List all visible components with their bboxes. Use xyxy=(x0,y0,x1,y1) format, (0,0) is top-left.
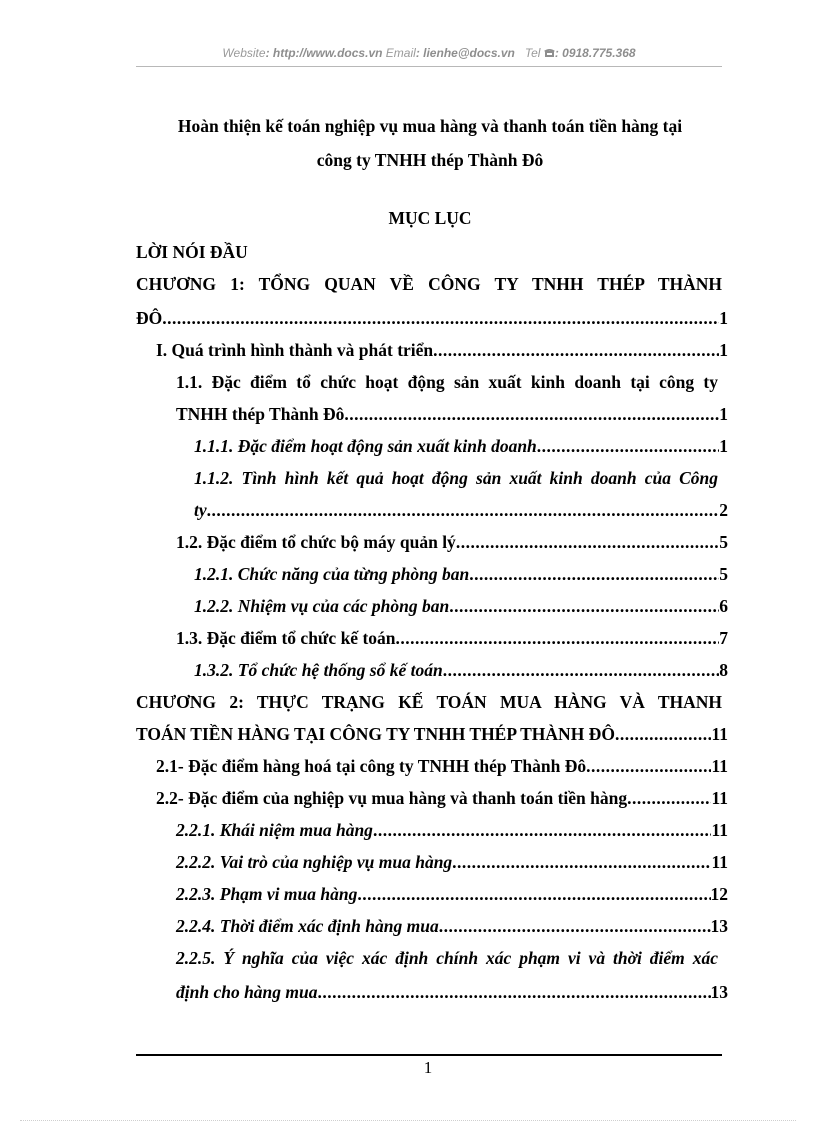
leader-dots xyxy=(615,722,712,746)
toc-entry-text: 1.1.1. Đặc điểm hoạt động sản xuất kinh doanh xyxy=(194,436,537,456)
leader-dots xyxy=(627,786,711,810)
leader-dots xyxy=(456,530,719,554)
leader-dots xyxy=(443,658,720,682)
toc-entry-text: I. Quá trình hình thành và phát triển xyxy=(156,340,434,360)
toc-section-1-1-entry[interactable] xyxy=(176,402,728,426)
toc-section-2-2-2[interactable] xyxy=(176,850,728,874)
toc-entry-text: 1.2. Đặc điểm tổ chức bộ máy quản lý xyxy=(176,532,456,552)
toc-entry-text: TNHH thép Thành Đô xyxy=(176,404,345,424)
toc-section-2-2-1[interactable] xyxy=(176,818,728,842)
toc-chapter1-entry[interactable] xyxy=(136,306,728,330)
page-header xyxy=(136,46,722,66)
website-label: Website xyxy=(222,46,266,60)
tel-label: Tel xyxy=(524,46,541,60)
leader-dots xyxy=(396,626,720,650)
leader-dots xyxy=(586,754,711,778)
email-label: Email xyxy=(385,46,416,60)
toc-section-1-1-2-line1[interactable]: 1.1.2. Tình hình kết quả hoạt động sản xuất kinh doanh của Công xyxy=(194,468,718,488)
leader-dots xyxy=(469,562,719,586)
toc-section-2-2-5-entry[interactable] xyxy=(176,980,728,1004)
document-title-line-2: công ty TNHH thép Thành Đô xyxy=(316,150,544,170)
toc-section-2-1[interactable] xyxy=(156,754,728,778)
toc-chapter1-line2: ĐÔ xyxy=(136,308,163,328)
toc-entry-text: 1.3.2. Tổ chức hệ thống sổ kế toán xyxy=(194,660,443,680)
toc-heading: MỤC LỤC xyxy=(388,208,472,228)
toc-page-number: 6 xyxy=(719,596,728,616)
leader-dots xyxy=(433,338,719,362)
toc-page-number: 1 xyxy=(719,436,728,456)
toc-entry-text: 1.2.2. Nhiệm vụ của các phòng ban xyxy=(194,596,450,616)
leader-dots xyxy=(373,818,712,842)
toc-entry-text: TOÁN TIỀN HÀNG TẠI CÔNG TY TNHH THÉP THÀNH ĐÔ xyxy=(136,724,615,744)
toc-entry-text: định cho hàng mua xyxy=(176,982,318,1002)
page-number: 1 xyxy=(423,1058,433,1077)
toc-entry-text: 1.2.1. Chức năng của từng phòng ban xyxy=(194,564,470,584)
leader-dots xyxy=(207,498,720,522)
toc-chapter2-line1[interactable]: CHƯƠNG 2: THỰC TRẠNG KẾ TOÁN MUA HÀNG VÀ THANH xyxy=(136,692,722,712)
tel-value[interactable]: : 0918.775.368 xyxy=(554,46,636,60)
toc-chapter1-line1[interactable]: CHƯƠNG 1: TỔNG QUAN VỀ CÔNG TY TNHH THÉP THÀNH xyxy=(136,274,722,294)
leader-dots xyxy=(449,594,719,618)
toc-page-number: 8 xyxy=(719,660,728,680)
toc-page-number: 11 xyxy=(711,820,728,840)
toc-entry-text: 2.2.3. Phạm vi mua hàng xyxy=(176,884,358,904)
toc-page-number: 5 xyxy=(719,532,728,552)
toc-entry-text: 2.2- Đặc điểm của nghiệp vụ mua hàng và thanh toán tiền hàng xyxy=(156,788,628,808)
toc-section-1-2[interactable] xyxy=(176,530,728,554)
toc-page-number: 12 xyxy=(710,884,728,904)
toc-section-1-1-1[interactable] xyxy=(194,434,728,458)
toc-entry-text: 2.2.4. Thời điểm xác định hàng mua xyxy=(176,916,439,936)
toc-section-2-2-5-line1[interactable]: 2.2.5. Ý nghĩa của việc xác định chính xác phạm vi và thời điểm xác xyxy=(176,948,718,968)
toc-section-1-2-1[interactable] xyxy=(194,562,728,586)
leader-dots xyxy=(318,980,711,1004)
toc-section-2-2[interactable] xyxy=(156,786,728,810)
toc-page-number: 5 xyxy=(719,564,728,584)
toc-page-number: 7 xyxy=(719,628,728,648)
leader-dots xyxy=(344,402,719,426)
email-value[interactable]: : lienhe@docs.vn xyxy=(415,46,515,60)
toc-entry-text: 1.3. Đặc điểm tổ chức kế toán xyxy=(176,628,396,648)
toc-page-number: 11 xyxy=(711,724,728,744)
document-title-line-1: Hoàn thiện kế toán nghiệp vụ mua hàng và thanh toán tiền hàng tại xyxy=(177,116,683,136)
toc-section-1-3[interactable] xyxy=(176,626,728,650)
footer-divider xyxy=(136,1054,722,1056)
phone-icon xyxy=(544,48,555,58)
toc-page-number: 1 xyxy=(719,340,728,360)
toc-page-number: 11 xyxy=(711,788,728,808)
leader-dots xyxy=(439,914,711,938)
toc-page-number: 1 xyxy=(719,308,728,328)
leader-dots xyxy=(452,850,711,874)
toc-page-number: 11 xyxy=(711,756,728,776)
toc-entry-text: 2.1- Đặc điểm hàng hoá tại công ty TNHH thép Thành Đô xyxy=(156,756,587,776)
leader-dots xyxy=(357,882,710,906)
toc-page-number: 2 xyxy=(719,500,728,520)
website-value[interactable]: : http://www.docs.vn xyxy=(265,46,383,60)
header-divider xyxy=(136,66,722,67)
toc-page-number: 13 xyxy=(710,916,728,936)
toc-chapter2-entry[interactable] xyxy=(136,722,728,746)
toc-page-number: 13 xyxy=(710,982,728,1002)
toc-section-2-2-4[interactable] xyxy=(176,914,728,938)
toc-preface[interactable]: LỜI NÓI ĐẦU xyxy=(136,242,248,262)
toc-section-1-1-2-entry[interactable] xyxy=(194,498,728,522)
toc-entry-text: 2.2.1. Khái niệm mua hàng xyxy=(176,820,373,840)
toc-section-I[interactable] xyxy=(156,338,728,362)
toc-section-1-3-2[interactable] xyxy=(194,658,728,682)
toc-entry-text: ty xyxy=(194,500,207,520)
toc-section-1-1-line1[interactable]: 1.1. Đặc điểm tổ chức hoạt động sản xuất kinh doanh tại công ty xyxy=(176,372,718,392)
toc-page-number: 1 xyxy=(719,404,728,424)
toc-page-number: 11 xyxy=(711,852,728,872)
leader-dots xyxy=(537,434,719,458)
toc-entry-text: 2.2.2. Vai trò của nghiệp vụ mua hàng xyxy=(176,852,453,872)
toc-section-2-2-3[interactable] xyxy=(176,882,728,906)
page-bottom-border xyxy=(20,1120,796,1121)
leader-dots xyxy=(162,306,719,330)
toc-section-1-2-2[interactable] xyxy=(194,594,728,618)
